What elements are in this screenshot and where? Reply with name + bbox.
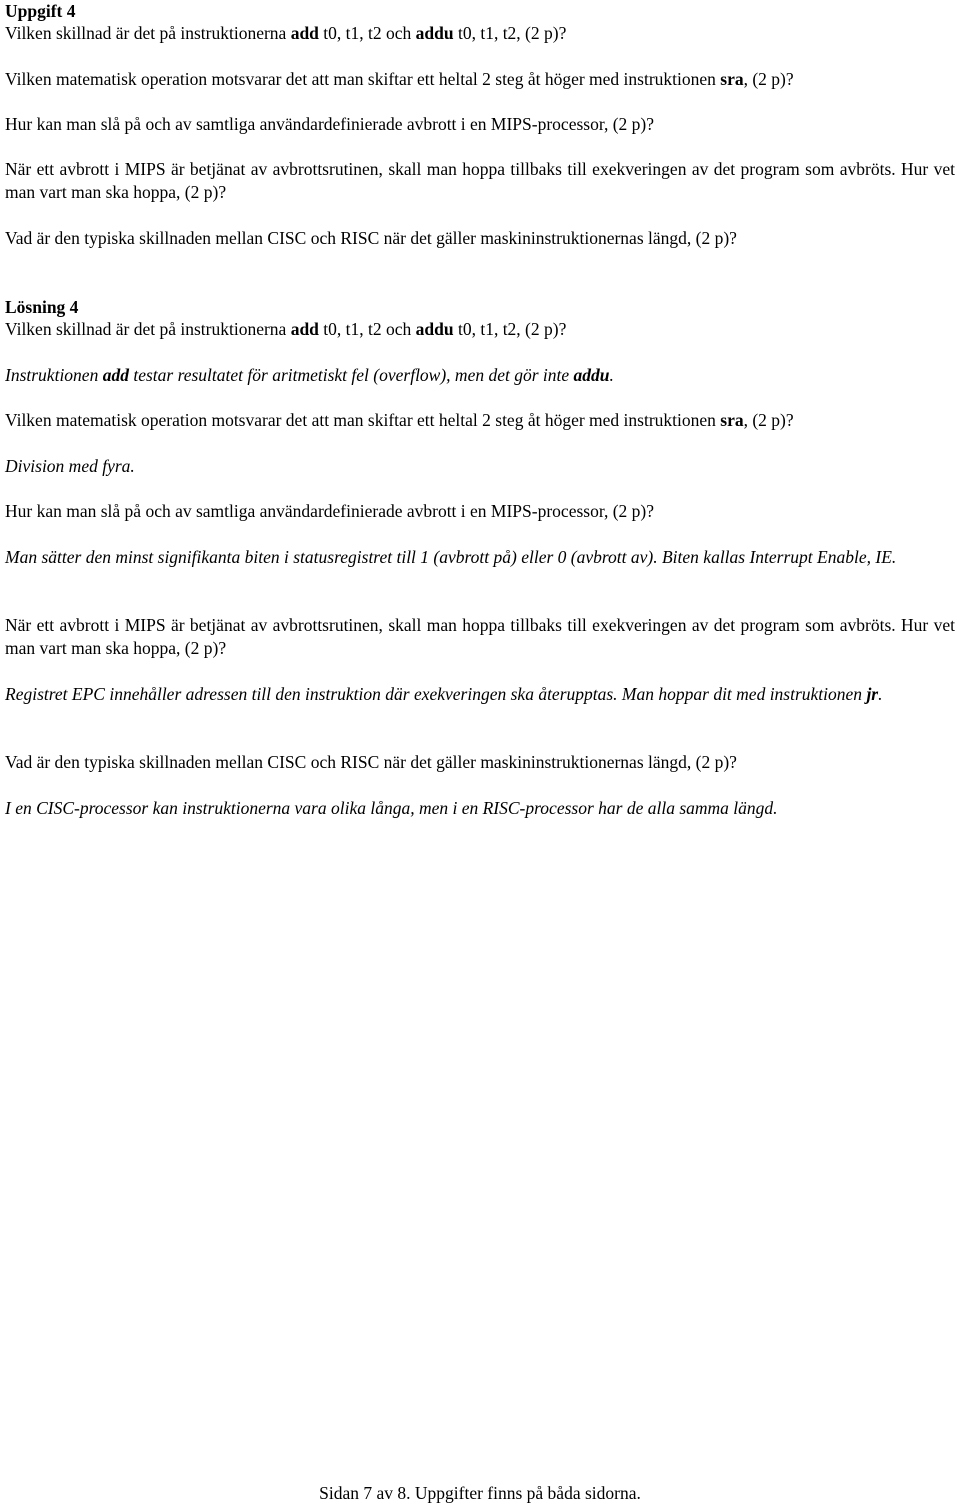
solution-question-3: Hur kan man slå på och av samtliga användardefinierade avbrott i en MIPS-processor, (2 p)?	[5, 501, 655, 521]
task-question-1: Vilken skillnad är det på instruktionerna add t0, t1, t2 och addu t0, t1, t2, (2 p)?	[5, 23, 567, 43]
task-question-4: När ett avbrott i MIPS är betjänat av avbrottsrutinen, skall man hoppa tillbaks till exekveringen av det program som avbröts. Hur vet man vart man ska hoppa, (2 p)?	[5, 159, 955, 202]
solution-question-1: Vilken skillnad är det på instruktionerna add t0, t1, t2 och addu t0, t1, t2, (2 p)?	[5, 319, 567, 339]
task-section	[5, 0, 955, 44]
solution-answer-1: Instruktionen add testar resultatet för aritmetiskt fel (overflow), men det gör inte addu.	[5, 365, 614, 385]
solution-answer-5: I en CISC-processor kan instruktionerna vara olika långa, men i en RISC-processor har de alla samma längd.	[5, 798, 778, 818]
solution-answer-3: Man sätter den minst signifikanta biten i statusregistret till 1 (avbrott på) eller 0 (avbrott av). Biten kallas Interrupt Enable, IE.	[5, 547, 897, 567]
solution-question-2: Vilken matematisk operation motsvarar det att man skiftar ett heltal 2 steg åt höger med instruktionen sra, (2 p)?	[5, 410, 794, 430]
task-question-2: Vilken matematisk operation motsvarar det att man skiftar ett heltal 2 steg åt höger med instruktionen sra, (2 p)?	[5, 69, 794, 89]
solution-title: Lösning 4	[5, 297, 79, 317]
solution-answer-2: Division med fyra.	[5, 456, 135, 476]
solution-answer-4: Registret EPC innehåller adressen till den instruktion där exekveringen ska återupptas. Man hoppar dit med instruktionen jr.	[5, 684, 883, 704]
task-question-5: Vad är den typiska skillnaden mellan CISC och RISC när det gäller maskininstruktionernas längd, (2 p)?	[5, 228, 737, 248]
page-footer: Sidan 7 av 8. Uppgifter finns på båda sidorna.	[319, 1483, 641, 1503]
solution-question-5: Vad är den typiska skillnaden mellan CISC och RISC när det gäller maskininstruktionernas längd, (2 p)?	[5, 752, 737, 772]
task-title: Uppgift 4	[5, 1, 76, 21]
solution-question-4: När ett avbrott i MIPS är betjänat av avbrottsrutinen, skall man hoppa tillbaks till exekveringen av det program som avbröts. Hur vet man vart man ska hoppa, (2 p)?	[5, 615, 955, 658]
task-question-3: Hur kan man slå på och av samtliga användardefinierade avbrott i en MIPS-processor, (2 p)?	[5, 114, 655, 134]
